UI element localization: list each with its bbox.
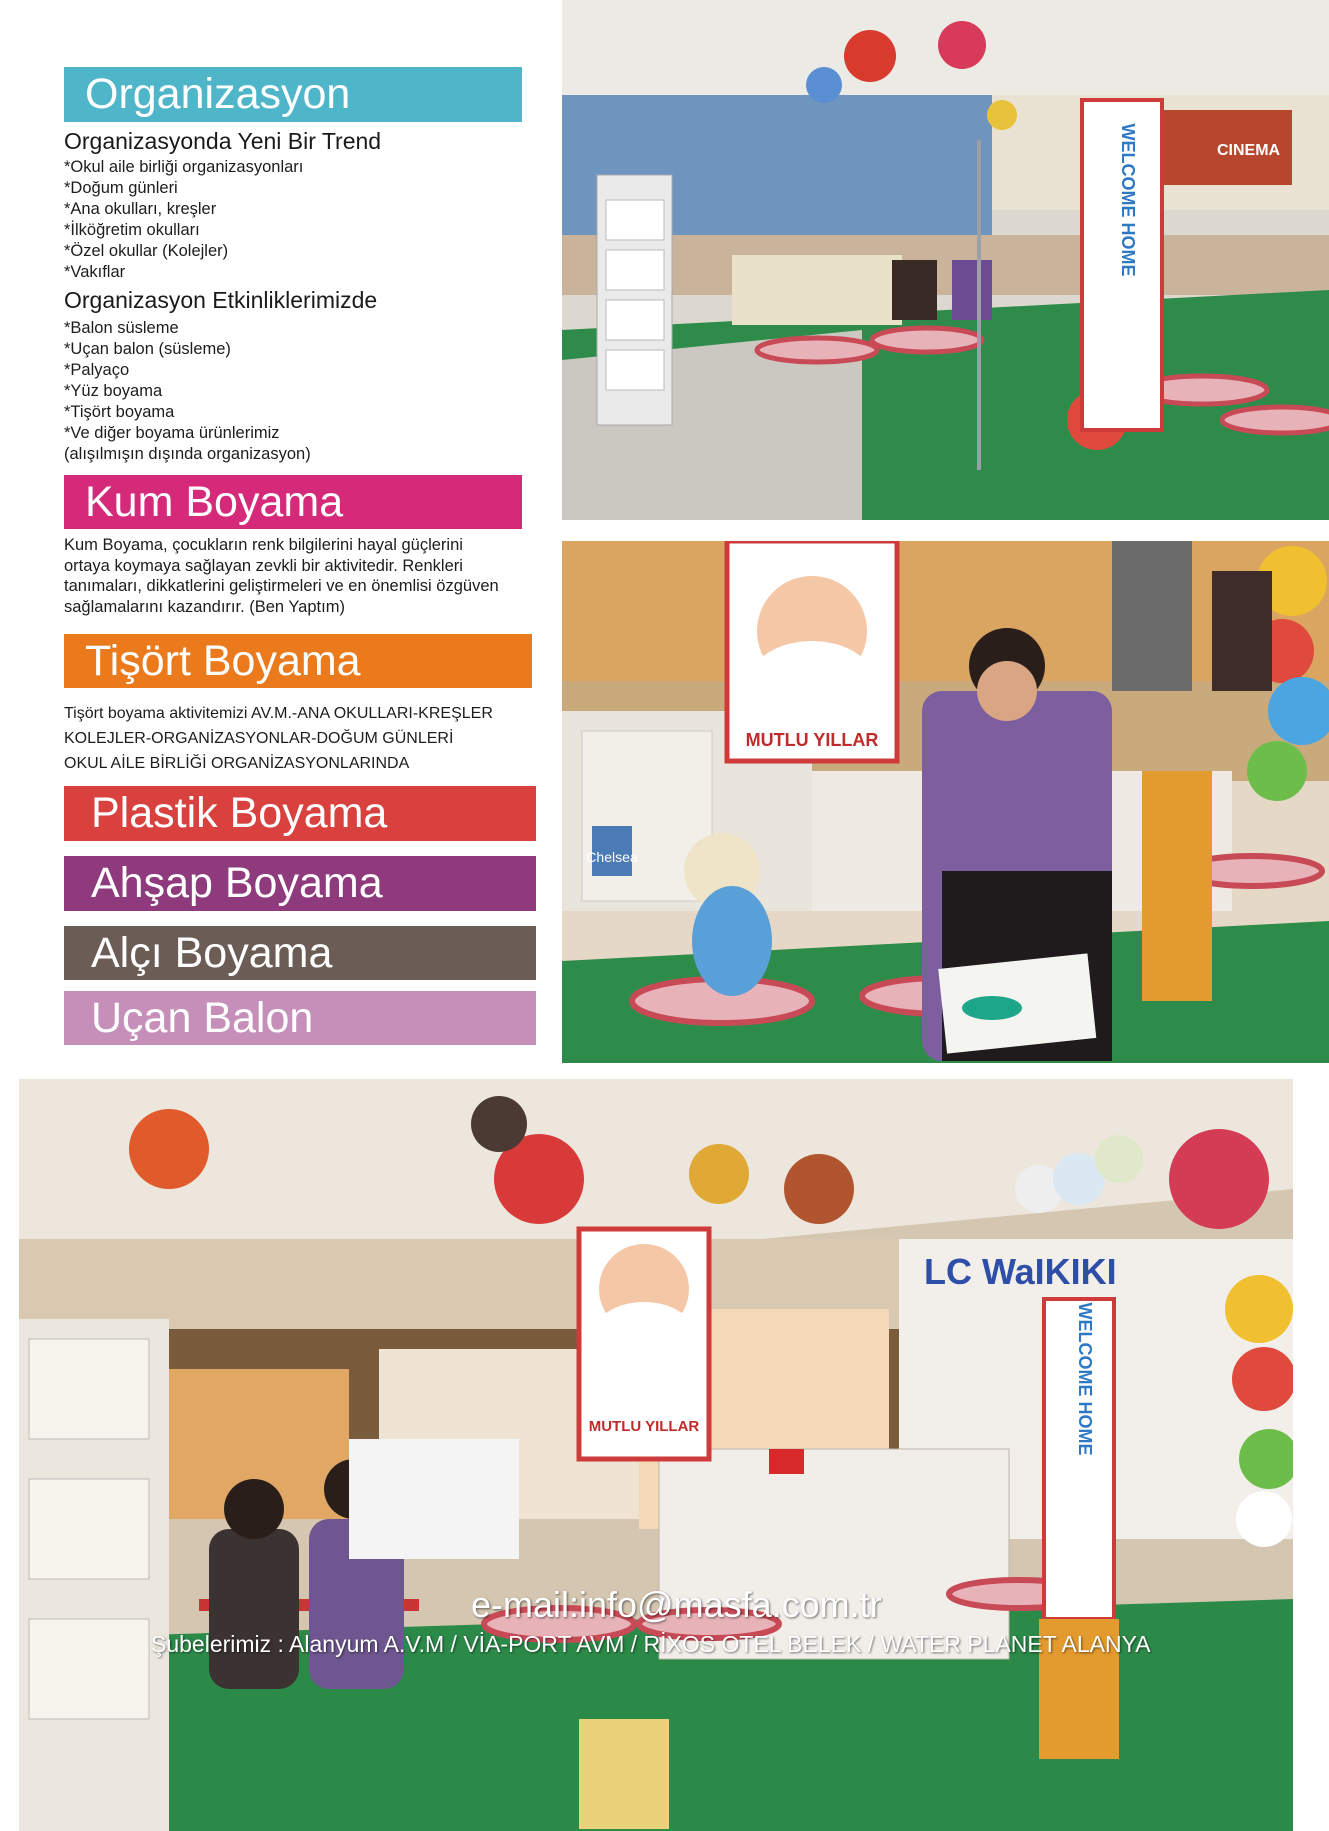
paragraph-line: sağlamalarını kazandırır. (Ben Yaptım) — [64, 597, 345, 616]
organizasyon-subheading-etkinlik: Organizasyon Etkinliklerimizde — [64, 287, 378, 313]
alci-boyama-title: Alçı Boyama — [91, 929, 333, 977]
list-item: *Okul aile birliği organizasyonları — [64, 158, 304, 176]
organizasyon-title-band — [64, 67, 522, 122]
alci-boyama-title-band — [64, 926, 536, 980]
ahsap-boyama-title-band — [64, 856, 536, 911]
kum-boyama-title-band — [64, 475, 522, 529]
chelsea-badge: Chelsea — [586, 849, 638, 865]
organizasyon-title: Organizasyon — [85, 70, 351, 118]
list-item: (alışılmışın dışında organizasyon) — [64, 445, 311, 463]
list-item: *Palyaço — [64, 361, 130, 379]
organizasyon-subheading-trend: Organizasyonda Yeni Bir Trend — [64, 128, 382, 154]
paragraph-line: tanımaları, dikkatlerini geliştirmeleri ve en önemlisi özgüven — [64, 577, 499, 595]
welcome-home-sign-bottom: WELCOME HOME — [1075, 1302, 1095, 1456]
ucan-balon-title: Uçan Balon — [91, 994, 314, 1042]
list-item: *İlköğretim okulları — [64, 221, 200, 239]
list-item: *Vakıflar — [64, 263, 126, 281]
organizasyon-list-2 — [64, 318, 311, 465]
photo-stand-top-right — [562, 0, 1329, 520]
mutlu-yillar-banner: MUTLU YILLAR — [745, 730, 879, 750]
paragraph-line: Tişört boyama aktivitemizi AV.M.-ANA OKULLARI-KREŞLER — [64, 705, 493, 722]
photo-stand-bottom — [19, 1079, 1293, 1831]
ahsap-boyama-title: Ahşap Boyama — [91, 859, 383, 907]
plastik-boyama-title-band — [64, 786, 536, 841]
list-item: *Ve diğer boyama ürünlerimiz — [64, 424, 280, 442]
stand-scene — [562, 0, 1329, 520]
mall-stand-scene — [19, 1079, 1293, 1831]
cinema-store-sign: CINEMA — [1217, 142, 1281, 159]
sand-painting-scene — [562, 541, 1329, 1063]
email-contact: e-mail:info@masfa.com.tr — [471, 1584, 882, 1625]
list-item: *Yüz boyama — [64, 382, 163, 400]
organizasyon-list-1 — [64, 157, 303, 283]
tisort-boyama-description — [64, 701, 493, 776]
tisort-boyama-title-band — [64, 634, 532, 688]
list-item: *Balon süsleme — [64, 319, 179, 337]
kum-boyama-description — [64, 535, 499, 617]
photo-sand-painting-middle-right — [562, 541, 1329, 1063]
branches-list: Şubelerimiz : Alanyum A.V.M / VİA-PORT AVM / RİXOS OTEL BELEK / WATER PLANET ALANYA — [151, 1631, 1151, 1657]
lc-waikiki-store-sign: LC WaIKIKI — [924, 1251, 1117, 1292]
list-item: *Özel okullar (Kolejler) — [64, 242, 229, 260]
paragraph-line: Kum Boyama, çocukların renk bilgilerini hayal güçlerini — [64, 536, 463, 554]
paragraph-line: KOLEJLER-ORGANİZASYONLAR-DOĞUM GÜNLERİ — [64, 730, 454, 747]
paragraph-line: ortaya koymaya sağlayan zevkli bir aktivitedir. Renkleri — [64, 556, 463, 575]
kum-boyama-title: Kum Boyama — [85, 478, 344, 526]
welcome-home-sign: WELCOME HOME — [1118, 123, 1138, 277]
plastik-boyama-title: Plastik Boyama — [91, 789, 388, 837]
mutlu-yillar-banner-bottom: MUTLU YILLAR — [588, 1418, 700, 1435]
tisort-boyama-title: Tişört Boyama — [85, 637, 361, 685]
ucan-balon-title-band — [64, 991, 536, 1045]
list-item: *Ana okulları, kreşler — [64, 200, 217, 218]
list-item: *Uçan balon (süsleme) — [64, 340, 231, 358]
list-item: *Tişört boyama — [64, 403, 175, 421]
list-item: *Doğum günleri — [64, 179, 178, 197]
paragraph-line: OKUL AİLE BİRLİĞİ ORGANİZASYONLARINDA — [64, 755, 410, 772]
